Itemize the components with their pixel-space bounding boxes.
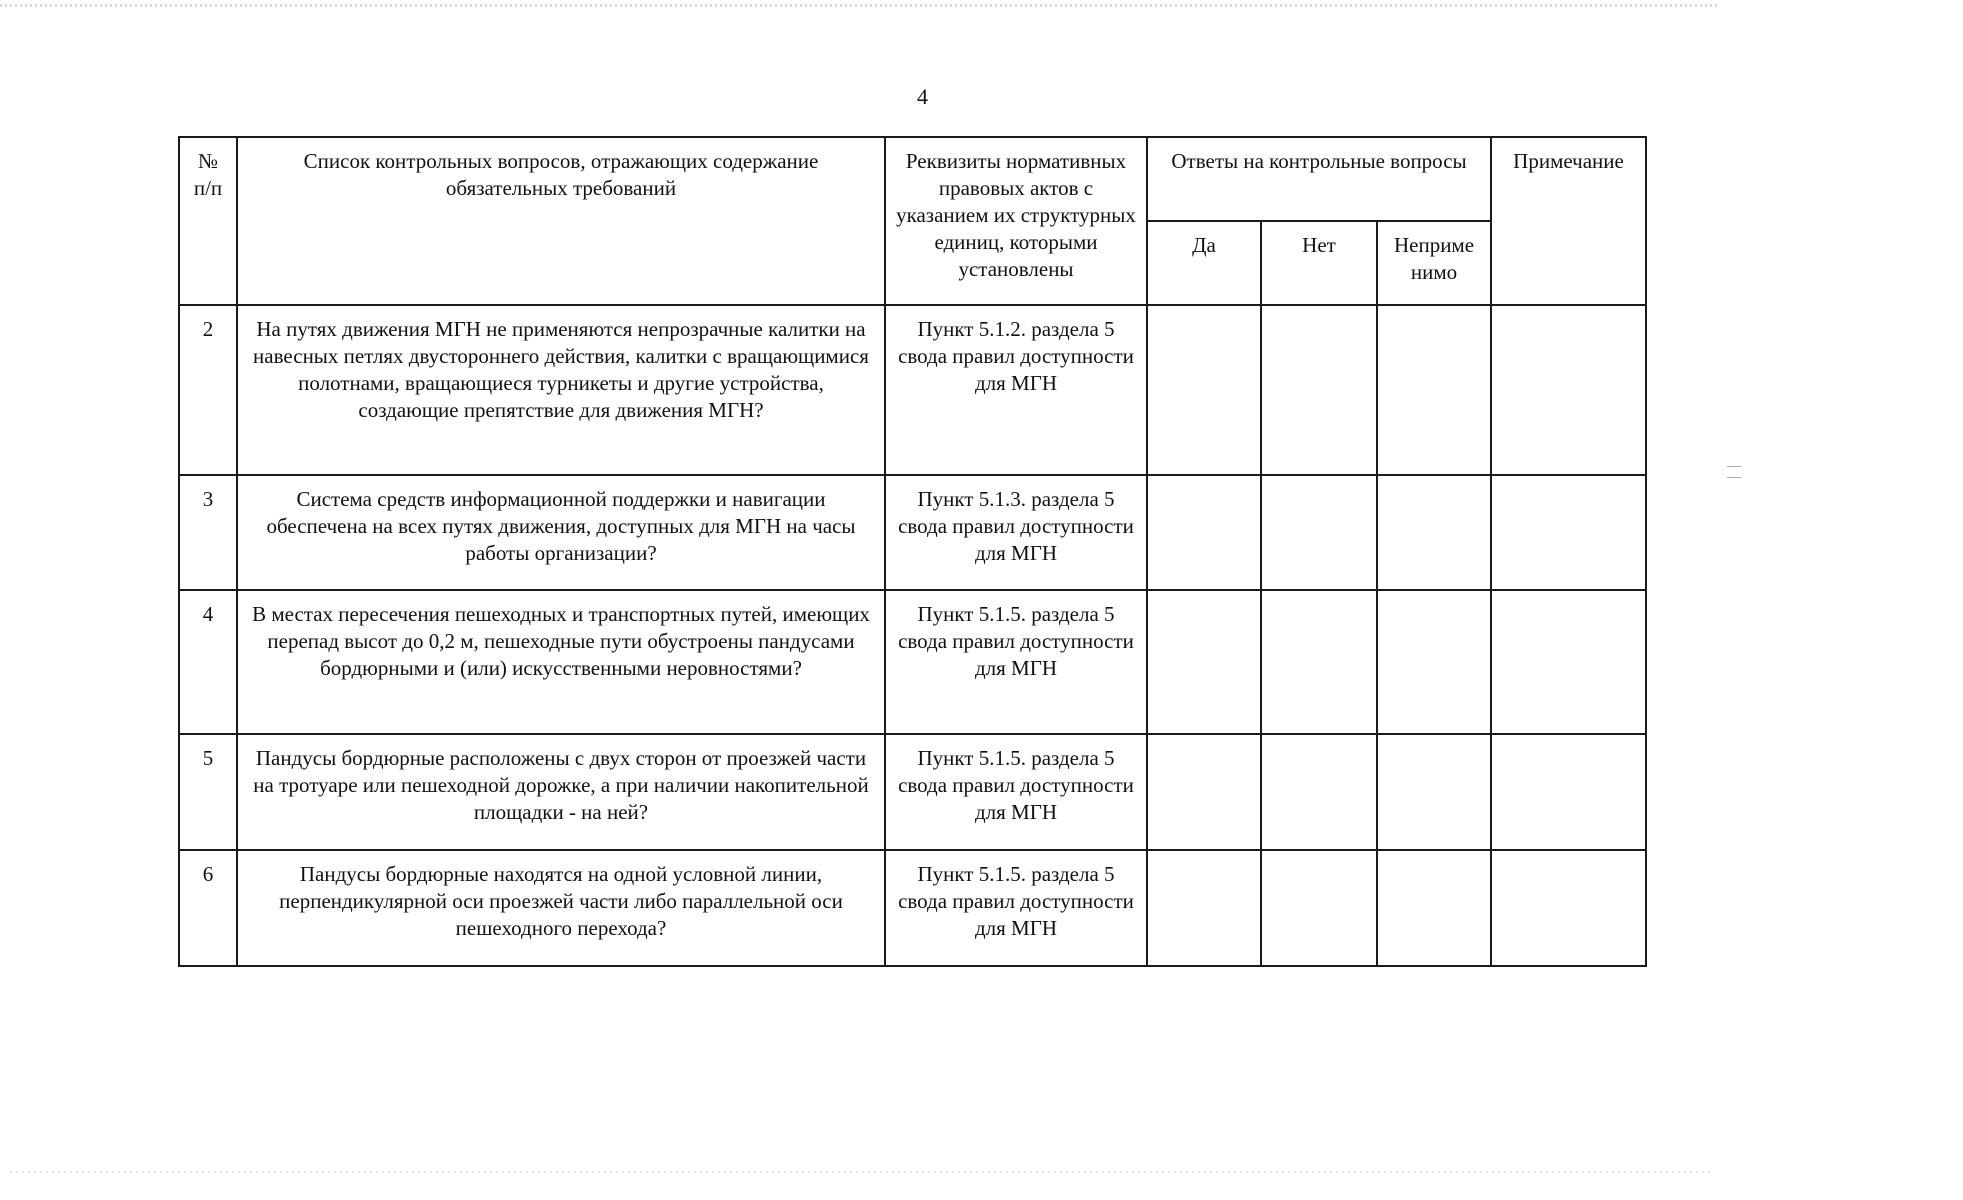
note-cell xyxy=(1491,305,1646,475)
row-number: 5 xyxy=(179,734,237,850)
header-requisites-text: Реквизиты нормативных правовых актов с указанием их структурных единиц, которыми установлены xyxy=(896,149,1136,281)
header-num: № п/п xyxy=(179,137,237,305)
answer-no-cell xyxy=(1261,734,1377,850)
answer-yes-cell xyxy=(1147,590,1261,734)
note-cell xyxy=(1491,475,1646,590)
checklist-table xyxy=(178,136,1647,967)
header-requisites xyxy=(885,137,1147,305)
row-question: Система средств информационной поддержки и навигации обеспечена на всех путях движения, доступных для МГН на часы работы организации? xyxy=(237,475,885,590)
note-cell xyxy=(1491,590,1646,734)
header-note: Примечание xyxy=(1491,137,1646,305)
answer-yes-cell xyxy=(1147,475,1261,590)
scan-edge-bottom xyxy=(10,1171,1710,1173)
row-requisites: Пункт 5.1.3. раздела 5 свода правил доступности для МГН xyxy=(885,475,1147,590)
header-yes: Да xyxy=(1147,221,1261,305)
row-requisites: Пункт 5.1.2. раздела 5 свода правил доступности для МГН xyxy=(885,305,1147,475)
header-na: Неприме нимо xyxy=(1377,221,1491,305)
answer-na-cell xyxy=(1377,850,1491,966)
answer-na-cell xyxy=(1377,590,1491,734)
row-number: 3 xyxy=(179,475,237,590)
table-header xyxy=(179,137,1646,305)
answer-na-cell xyxy=(1377,475,1491,590)
table-row xyxy=(179,475,1646,590)
header-no: Нет xyxy=(1261,221,1377,305)
row-number: 4 xyxy=(179,590,237,734)
row-requisites: Пункт 5.1.5. раздела 5 свода правил доступности для МГН xyxy=(885,850,1147,966)
answer-yes-cell xyxy=(1147,850,1261,966)
table-row xyxy=(179,305,1646,475)
scan-mark xyxy=(1727,466,1741,478)
table-row xyxy=(179,850,1646,966)
answer-no-cell xyxy=(1261,475,1377,590)
row-requisites: Пункт 5.1.5. раздела 5 свода правил доступности для МГН xyxy=(885,734,1147,850)
page-number: 4 xyxy=(917,84,928,109)
row-question: В местах пересечения пешеходных и транспортных путей, имеющих перепад высот до 0,2 м, пешеходные пути обустроены пандусами бордюрными и (или) искусственными неровностями? xyxy=(237,590,885,734)
answer-yes-cell xyxy=(1147,305,1261,475)
row-question: Пандусы бордюрные находятся на одной условной линии, перпендикулярной оси проезжей части либо параллельной оси пешеходного перехода? xyxy=(237,850,885,966)
table-body xyxy=(179,305,1646,966)
answer-no-cell xyxy=(1261,305,1377,475)
header-answers: Ответы на контрольные вопросы xyxy=(1147,137,1491,221)
table-row xyxy=(179,590,1646,734)
answer-yes-cell xyxy=(1147,734,1261,850)
table-row xyxy=(179,734,1646,850)
row-number: 2 xyxy=(179,305,237,475)
row-number: 6 xyxy=(179,850,237,966)
answer-na-cell xyxy=(1377,305,1491,475)
answer-no-cell xyxy=(1261,850,1377,966)
header-question: Список контрольных вопросов, отражающих содержание обязательных требований xyxy=(237,137,885,305)
row-question: Пандусы бордюрные расположены с двух сторон от проезжей части на тротуаре или пешеходной дорожке, а при наличии накопительной площадки - на ней? xyxy=(237,734,885,850)
scan-edge-top xyxy=(0,4,1720,7)
row-requisites: Пункт 5.1.5. раздела 5 свода правил доступности для МГН xyxy=(885,590,1147,734)
row-question: На путях движения МГН не применяются непрозрачные калитки на навесных петлях двустороннего действия, калитки с вращающимися полотнами, вращающиеся турникеты и другие устройства, создающие препятствие для движения МГН? xyxy=(237,305,885,475)
note-cell xyxy=(1491,850,1646,966)
note-cell xyxy=(1491,734,1646,850)
answer-no-cell xyxy=(1261,590,1377,734)
answer-na-cell xyxy=(1377,734,1491,850)
